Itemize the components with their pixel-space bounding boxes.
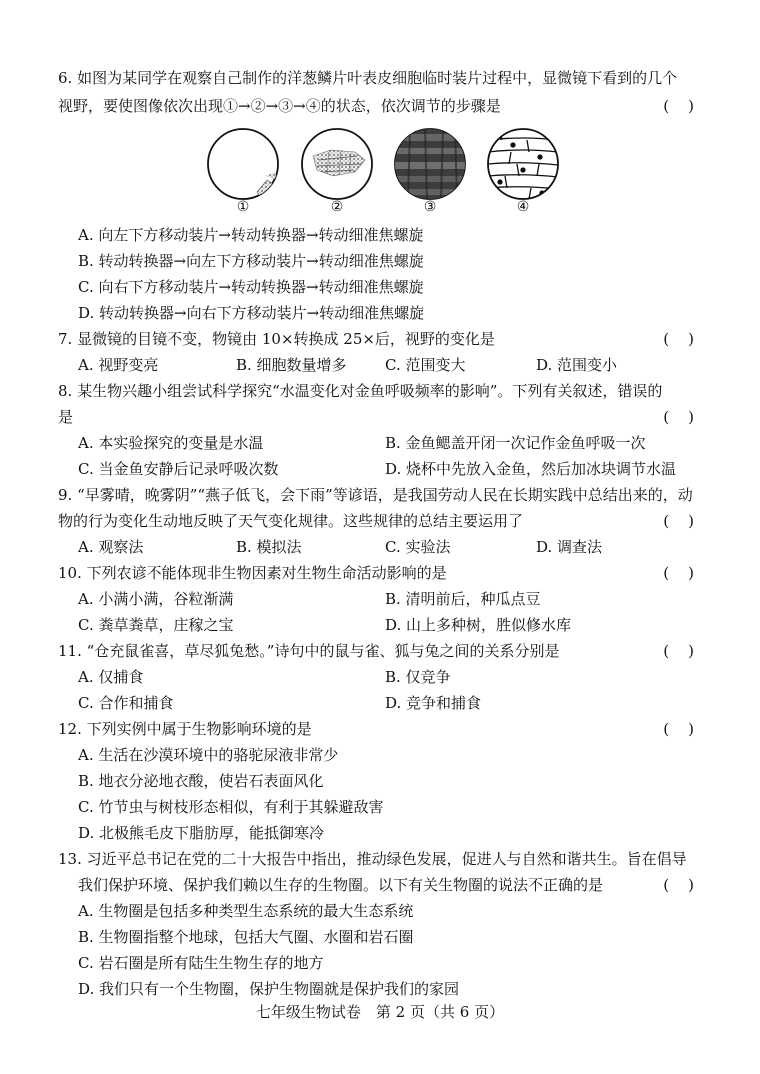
q12-option-b: B. 地衣分泌地衣酸，使岩石表面风化 [78, 772, 324, 790]
q11-option-a: A. 仅捕食 [78, 668, 144, 686]
q7-option-b: B. 细胞数量增多 [236, 356, 347, 374]
microscope-field-views-figure [205, 126, 560, 221]
q12-option-a: A. 生活在沙漠环境中的骆驼尿液非常少 [78, 746, 339, 764]
q6-option-b: B. 转动转换器→向左下方移动装片→转动细准焦螺旋 [78, 252, 424, 270]
q8-answer-blank: ( ) [663, 408, 694, 426]
field-view-4 [488, 129, 558, 199]
q7-option-a: A. 视野变亮 [78, 356, 159, 374]
q10-option-d: D. 山上多种树，胜似修水库 [385, 616, 572, 634]
field-view-3 [395, 129, 465, 199]
figure-label-4: ④ [516, 199, 530, 215]
q8-stem-line1: 8. 某生物兴趣小组尝试科学探究“水温变化对金鱼呼吸频率的影响”。下列有关叙述，错误的 [58, 382, 663, 400]
q8-option-b: B. 金鱼鳃盖开闭一次记作金鱼呼吸一次 [385, 434, 646, 452]
q10-option-c: C. 粪草粪草，庄稼之宝 [78, 616, 234, 634]
q13-option-a: A. 生物圈是包括多种类型生态系统的最大生态系统 [78, 902, 414, 920]
q6-option-a: A. 向左下方移动装片→转动转换器→转动细准焦螺旋 [78, 226, 424, 244]
field-view-2 [302, 129, 372, 199]
q13-stem-line1: 13. 习近平总书记在党的二十大报告中指出，推动绿色发展，促进人与自然和谐共生。旨在倡导 [58, 850, 687, 868]
q6-stem-line1: 6. 如图为某同学在观察自己制作的洋葱鳞片叶表皮细胞临时装片过程中，显微镜下看到的几个 [58, 69, 678, 87]
q9-answer-blank: ( ) [663, 512, 694, 530]
q7-stem: 7. 显微镜的目镜不变，物镜由 10×转换成 25×后，视野的变化是 [58, 330, 495, 348]
q12-option-d: D. 北极熊毛皮下脂肪厚，能抵御寒冷 [78, 824, 325, 842]
q6-stem-line2: 视野，要使图像依次出现①→②→③→④的状态，依次调节的步骤是 [58, 97, 501, 115]
q13-answer-blank: ( ) [663, 876, 694, 894]
q12-answer-blank: ( ) [663, 720, 694, 738]
q8-option-a: A. 本实验探究的变量是水温 [78, 434, 264, 452]
q11-stem: 11. “仓充鼠雀喜，草尽狐兔愁。”诗句中的鼠与雀、狐与兔之间的关系分别是 [58, 642, 560, 660]
q6-option-d: D. 转动转换器→向右下方移动装片→转动细准焦螺旋 [78, 304, 425, 322]
figure-label-1: ① [236, 199, 250, 215]
q11-answer-blank: ( ) [663, 642, 694, 660]
q13-option-b: B. 生物圈指整个地球，包括大气圈、水圈和岩石圈 [78, 928, 414, 946]
q11-option-c: C. 合作和捕食 [78, 694, 174, 712]
q13-stem-line2: 我们保护环境、保护我们赖以生存的生物圈。以下有关生物圈的说法不正确的是 [78, 876, 604, 894]
q9-option-b: B. 模拟法 [236, 538, 302, 556]
q7-option-d: D. 范围变小 [536, 356, 618, 374]
page-footer: 七年级生物试卷 第 2 页（共 6 页） [255, 1003, 505, 1021]
q9-stem-line1: 9. “早雾晴，晚雾阴”“燕子低飞，会下雨”等谚语，是我国劳动人民在长期实践中总结出来的，动 [58, 486, 693, 504]
q8-option-d: D. 烧杯中先放入金鱼，然后加冰块调节水温 [385, 460, 677, 478]
q9-stem-line2: 物的行为变化生动地反映了天气变化规律。这些规律的总结主要运用了 [58, 512, 524, 530]
q12-option-c: C. 竹节虫与树枝形态相似，有利于其躲避敌害 [78, 798, 384, 816]
q10-stem: 10. 下列农谚不能体现非生物因素对生物生命活动影响的是 [58, 564, 447, 582]
q6-option-c: C. 向右下方移动装片→转动转换器→转动细准焦螺旋 [78, 278, 424, 296]
q11-option-b: B. 仅竞争 [385, 668, 451, 686]
q10-answer-blank: ( ) [663, 564, 694, 582]
q7-answer-blank: ( ) [663, 330, 694, 348]
figure-label-2: ② [330, 199, 344, 215]
figure-label-3: ③ [423, 199, 437, 215]
q12-stem: 12. 下列实例中属于生物影响环境的是 [58, 720, 312, 738]
field-view-1 [208, 129, 278, 200]
q13-option-d: D. 我们只有一个生物圈，保护生物圈就是保护我们的家园 [78, 980, 460, 998]
q13-option-c: C. 岩石圈是所有陆生生物生存的地方 [78, 954, 324, 972]
q10-option-b: B. 清明前后，种瓜点豆 [385, 590, 541, 608]
q9-option-d: D. 调查法 [536, 538, 603, 556]
q9-option-c: C. 实验法 [385, 538, 451, 556]
q6-answer-blank: ( ) [663, 97, 694, 115]
q7-option-c: C. 范围变大 [385, 356, 466, 374]
q9-option-a: A. 观察法 [78, 538, 144, 556]
q8-stem-line2: 是 [58, 408, 74, 426]
q10-option-a: A. 小满小满，谷粒渐满 [78, 590, 234, 608]
q8-option-c: C. 当金鱼安静后记录呼吸次数 [78, 460, 279, 478]
q11-option-d: D. 竞争和捕食 [385, 694, 482, 712]
